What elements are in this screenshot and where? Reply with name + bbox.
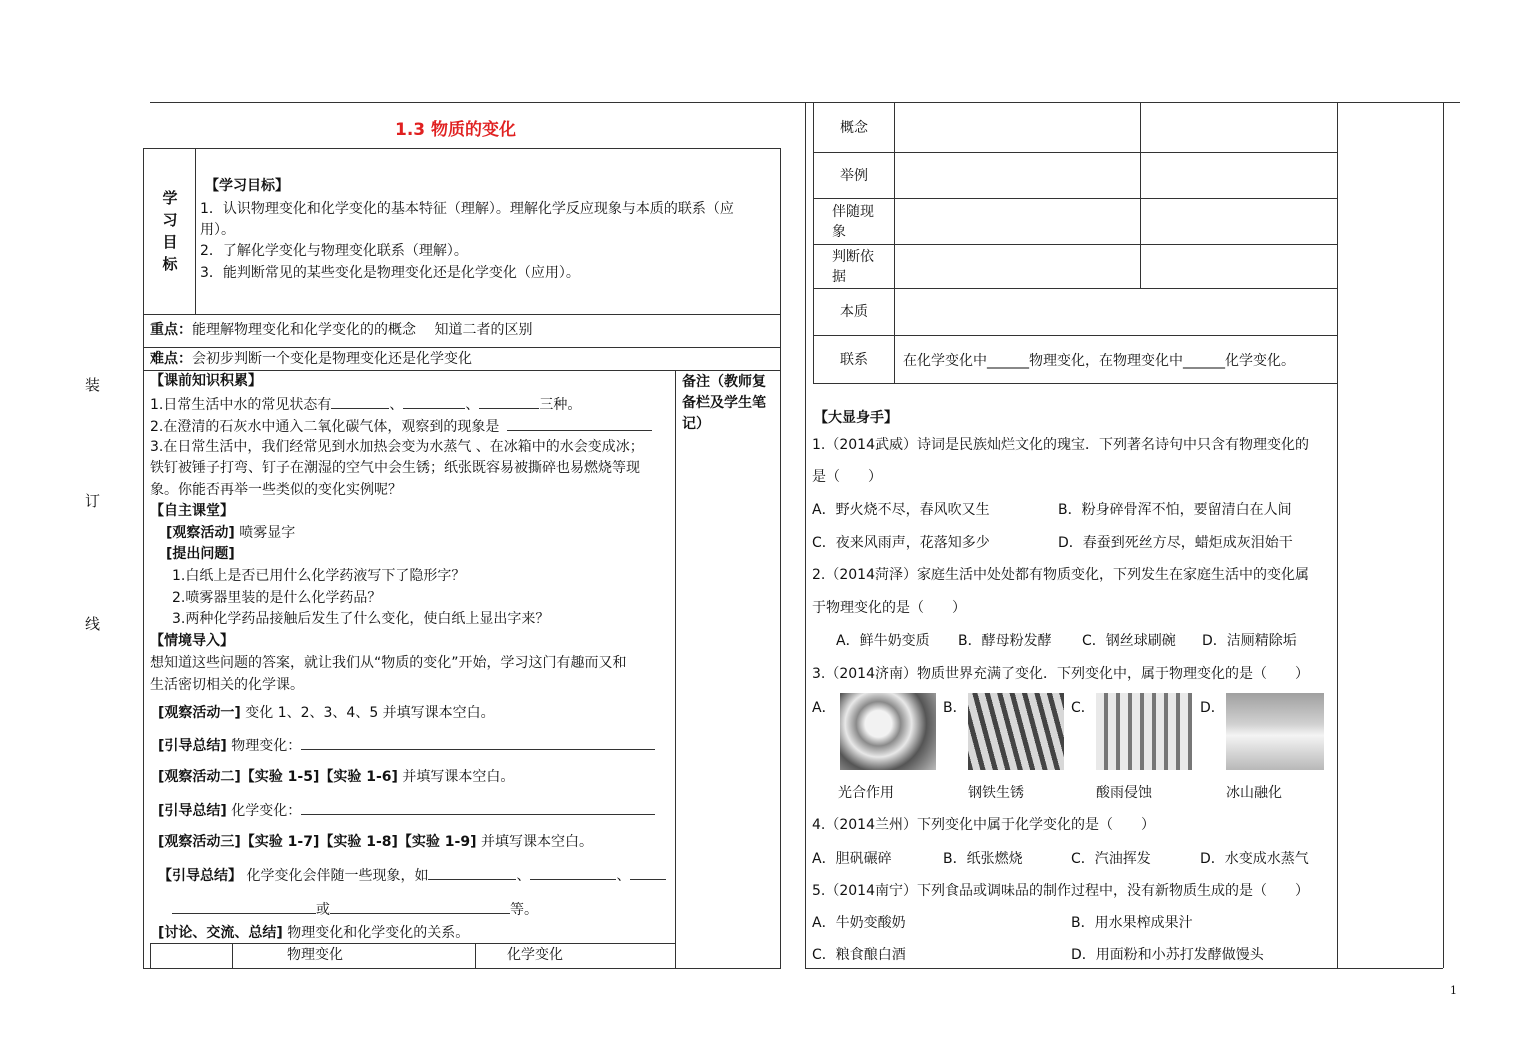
- compare-col-chemical: 化学变化: [507, 947, 563, 963]
- binding-mark-ding: 订: [85, 492, 101, 510]
- option: B．纸张燃烧: [943, 851, 1023, 867]
- bottom-rule-right: [805, 968, 1443, 969]
- option: C．粮食酿白酒: [812, 947, 906, 963]
- intro-line: 想知道这些问题的答案，就让我们从“物质的变化”开始，学习这门有趣而又和: [150, 655, 627, 671]
- self-ask: 3.两种化学药品接触后发生了什么变化，使白纸上显出字来？: [172, 611, 550, 627]
- binding-mark-xian: 线: [85, 615, 101, 633]
- option-letter: D．: [1200, 700, 1225, 716]
- pre-q1: 1.日常生活中水的常见状态有 、 、 三种。: [150, 394, 581, 415]
- option: D．用面粉和小苏打发酵做馒头: [1071, 947, 1264, 963]
- pre-heading: 【课前知识积累】: [150, 373, 262, 389]
- option: B．酵母粉发酵: [958, 633, 1052, 649]
- exercise-q2: 于物理变化的是（ ）: [812, 600, 966, 616]
- activity-3: [观察活动三]【实验 1-7]【实验 1-8]【实验 1-9] 并填写课本空白。: [158, 834, 593, 850]
- acid-rain-building-image: [1096, 693, 1192, 770]
- guide-3-cont: 或 等。: [172, 899, 538, 920]
- option: C．夜来风雨声，花落知多少: [812, 535, 990, 551]
- discussion: [讨论、交流、总结] 物理变化和化学变化的关系。: [158, 925, 470, 941]
- option: D．水变成水蒸气: [1200, 851, 1309, 867]
- goals-heading: 【学习目标】: [205, 178, 289, 194]
- option: B．粉身碎骨浑不怕，要留清白在人间: [1058, 502, 1292, 518]
- exercise-heading: 【大显身手】: [814, 410, 898, 426]
- compare-table: [813, 102, 1338, 384]
- difficulty: 难点：会初步判断一个变化是物理变化还是化学变化: [150, 351, 472, 367]
- center-divider: [805, 102, 806, 968]
- notes-divider: [675, 370, 676, 969]
- compare-header-row: [150, 943, 676, 969]
- key-point: 重点：能理解物理变化和化学变化的的概念 知道二者的区别: [150, 322, 533, 338]
- table-row: [814, 103, 1338, 153]
- row-label: 联系: [814, 336, 895, 384]
- option: C．汽油挥发: [1071, 851, 1151, 867]
- activity-2: [观察活动二]【实验 1-5]【实验 1-6] 并填写课本空白。: [158, 769, 515, 785]
- exercise-q5: 5.（2014南宁）下列食品或调味品的制作过程中，没有新物质生成的是（ ）: [812, 883, 1309, 899]
- option: A．牛奶变酸奶: [812, 915, 906, 931]
- guide-1: [引导总结] 物理变化：: [158, 735, 655, 756]
- goal-item: 2．了解化学变化与物理变化联系（理解）。: [200, 243, 468, 259]
- intro-heading: 【情境导入】: [150, 633, 234, 649]
- goal-item: 3．能判断常见的某些变化是物理变化还是化学变化（应用）。: [200, 265, 580, 281]
- pre-q3-line: 铁钉被锤子打弯、钉子在潮湿的空气中会生锈；纸张既容易被撕碎也易燃烧等现: [150, 460, 640, 476]
- compare-header-divider: [232, 943, 233, 969]
- exercise-q1: 是（ ）: [812, 469, 882, 485]
- right-border: [1443, 102, 1444, 968]
- option: C．钢丝球刷碗: [1082, 633, 1176, 649]
- option: A．鲜牛奶变质: [836, 633, 930, 649]
- row-label: 概念: [814, 103, 895, 153]
- option-letter: A．: [812, 700, 836, 716]
- option: B．用水果榨成果汁: [1071, 915, 1193, 931]
- link-text: 在化学变化中______物理变化，在物理变化中______化学变化。: [895, 336, 1338, 384]
- row-label: 判断依据: [814, 245, 895, 289]
- option: A．野火烧不尽，春风吹又生: [812, 502, 990, 518]
- self-observe: [观察活动] 喷雾显字: [166, 525, 296, 541]
- option: D．春蚕到死丝方尽，蜡炬成灰泪始干: [1058, 535, 1293, 551]
- exercise-q2: 2.（2014菏泽）家庭生活中处处都有物质变化，下列发生在家庭生活中的变化属: [812, 567, 1309, 583]
- exercise-q4: 4.（2014兰州）下列变化中属于化学变化的是（ ）: [812, 817, 1155, 833]
- iceberg-image: [1226, 693, 1324, 770]
- rusty-wheels-image: [968, 693, 1064, 770]
- row-label: 本质: [814, 289, 895, 336]
- option: A．胆矾碾碎: [812, 851, 892, 867]
- guide-3: 【引导总结】 化学变化会伴随一些现象，如 、 、: [158, 865, 666, 886]
- goals-box: [143, 148, 781, 315]
- page-number: 1: [1450, 984, 1457, 997]
- activity-1: [观察活动一] 变化 1、2、3、4、5 并填写课本空白。: [158, 705, 495, 721]
- option: D．洁厕精除垢: [1202, 633, 1297, 649]
- intro-line: 生活密切相关的化学课。: [150, 677, 304, 693]
- self-ask: 2.喷雾器里装的是什么化学药品？: [172, 590, 382, 606]
- table-row: [814, 336, 1338, 384]
- exercise-q1: 1.（2014武威）诗词是民族灿烂文化的瑰宝．下列著名诗句中只含有物理变化的: [812, 437, 1309, 453]
- notes-column-label: 备注（教师复备栏及学生笔记）: [682, 374, 766, 432]
- guide-2: [引导总结] 化学变化：: [158, 800, 655, 821]
- photosynthesis-image: [840, 693, 936, 770]
- pre-q2: 2.在澄清的石灰水中通入二氧化碳气体，观察到的现象是: [150, 416, 652, 437]
- goal-item: 1．认识物理变化和化学变化的基本特征（理解）。理解化学反应现象与本质的联系（应: [200, 201, 734, 217]
- row-label: 伴随现象: [814, 199, 895, 245]
- option-letter: C．: [1071, 700, 1095, 716]
- image-caption: 光合作用: [838, 785, 894, 801]
- page-title: 1.3 物质的变化: [395, 120, 517, 140]
- row-label: 举例: [814, 153, 895, 199]
- self-ask: 1.白纸上是否已用什么化学药液写下了隐形字？: [172, 568, 466, 584]
- exercise-q3: 3.（2014济南）物质世界充满了变化．下列变化中，属于物理变化的是（ ）: [812, 666, 1309, 682]
- option-letter: B．: [943, 700, 967, 716]
- pre-q3-line: 3.在日常生活中，我们经常见到水加热会变为水蒸气 、在冰箱中的水会变成冰；: [150, 439, 644, 455]
- goals-side-label: 学 习 目 标: [162, 189, 178, 273]
- table-row: [814, 289, 1338, 336]
- compare-col-physical: 物理变化: [287, 947, 343, 963]
- compare-header-divider: [475, 943, 476, 969]
- image-caption: 冰山融化: [1226, 785, 1282, 801]
- pre-q3-line: 象。你能否再举一些类似的变化实例呢？: [150, 482, 402, 498]
- binding-mark-zhuang: 装: [85, 376, 101, 394]
- self-heading: 【自主课堂】: [150, 503, 234, 519]
- goals-divider: [195, 148, 196, 315]
- table-row: [814, 245, 1338, 289]
- table-row: [814, 153, 1338, 199]
- table-row: [814, 199, 1338, 245]
- self-ask-label: [提出问题]: [166, 546, 235, 562]
- goal-item: 用）。: [200, 222, 235, 238]
- image-caption: 钢铁生锈: [968, 785, 1024, 801]
- image-caption: 酸雨侵蚀: [1096, 785, 1152, 801]
